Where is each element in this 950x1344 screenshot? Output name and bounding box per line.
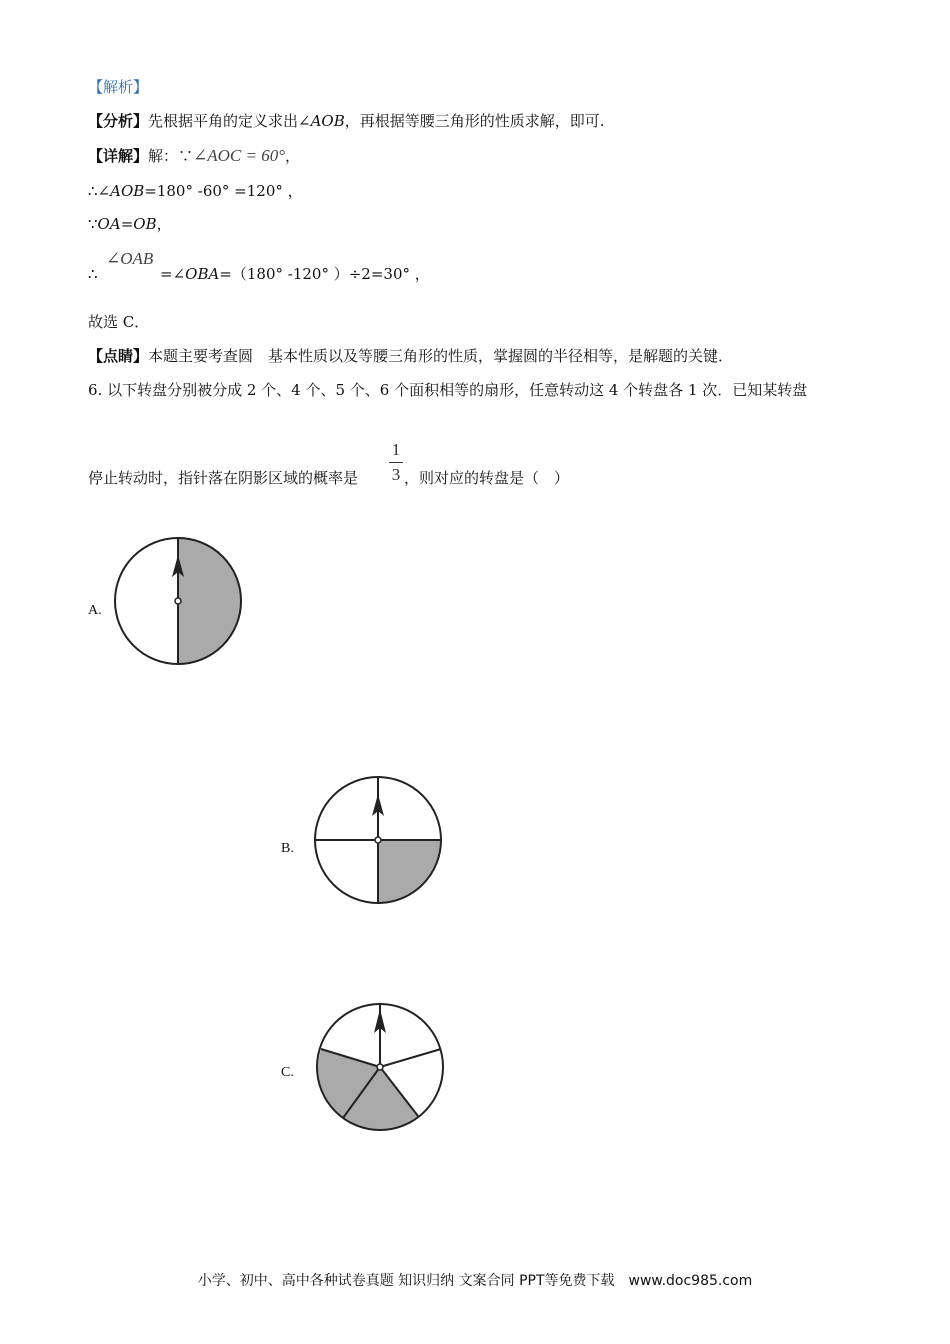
center-pivot (175, 598, 181, 604)
spinner-b (312, 774, 444, 906)
center-pivot (377, 1064, 383, 1070)
step2-var1: OA (97, 215, 121, 233)
detail-label: 【详解】 (88, 147, 149, 165)
step2-eq: = (120, 215, 134, 233)
fraction-one-third (389, 440, 403, 485)
spinner-c (315, 1001, 447, 1133)
center-pivot (375, 837, 381, 843)
detail-formula: ∠AOC = 60° (193, 146, 286, 165)
step3-formula: ∠OAB (106, 249, 154, 268)
fraction-denominator: 3 (391, 465, 401, 484)
analysis-line (88, 111, 605, 131)
step1-prefix: ∴∠ (88, 182, 111, 200)
analysis-label: 【分析】 (88, 112, 149, 130)
question-line-2b: ，则对应的转盘是（ ） (404, 469, 570, 487)
shaded-sector (178, 537, 242, 665)
analysis-header: 【解析】 (88, 78, 149, 96)
detail-text: 解：∵ (148, 147, 194, 165)
step3-prefix: ∴ (88, 265, 98, 283)
detail-suffix: ， (285, 147, 301, 165)
step1-rest: =180° -60° =120° ， (144, 182, 303, 200)
step1-line (88, 181, 303, 201)
option-c-label: C. (281, 1065, 294, 1080)
step1-var: AOB (110, 182, 145, 200)
spinner-a (112, 535, 244, 667)
step2-prefix: ∵ (88, 215, 98, 233)
detail-line (88, 146, 300, 166)
step2-line (88, 214, 172, 234)
fraction-numerator: 1 (391, 440, 401, 459)
analysis-text-b: ，再根据等腰三角形的性质求解，即可. (344, 112, 605, 130)
choice-line: 故选 C． (88, 313, 150, 331)
step2-var2: OB (133, 215, 157, 233)
step3-rest-line (160, 264, 430, 284)
comment-label: 【点睛】 (88, 347, 149, 365)
step3-eq: =∠ (160, 265, 186, 283)
option-b-label: B. (281, 841, 294, 856)
page-footer: 小学、初中、高中各种试卷真题 知识归纳 文案合同 PPT等免费下载 www.doc985.com (197, 1273, 753, 1289)
question-line-2a: 停止转动时，指针落在阴影区域的概率是 (88, 469, 359, 487)
step3-rest: =（180° -120° ）÷2=30° ， (219, 265, 430, 283)
step3-line (88, 264, 98, 284)
comment-text: 本题主要考查圆 基本性质以及等腰三角形的性质，掌握圆的半径相等，是解题的关键． (148, 347, 734, 365)
option-a-label: A. (88, 603, 102, 618)
question-line-1: 6. 以下转盘分别被分成 2 个、4 个、5 个、6 个面积相等的扇形，任意转动这 4 个转盘各 1 次．已知某转盘 (88, 381, 808, 399)
step3-var: OBA (185, 265, 220, 283)
step2-suffix: ， (156, 215, 172, 233)
angle-aob: AOB (310, 112, 345, 130)
analysis-text-a: 先根据平角的定义求出∠ (148, 112, 311, 130)
comment-line (88, 346, 733, 366)
